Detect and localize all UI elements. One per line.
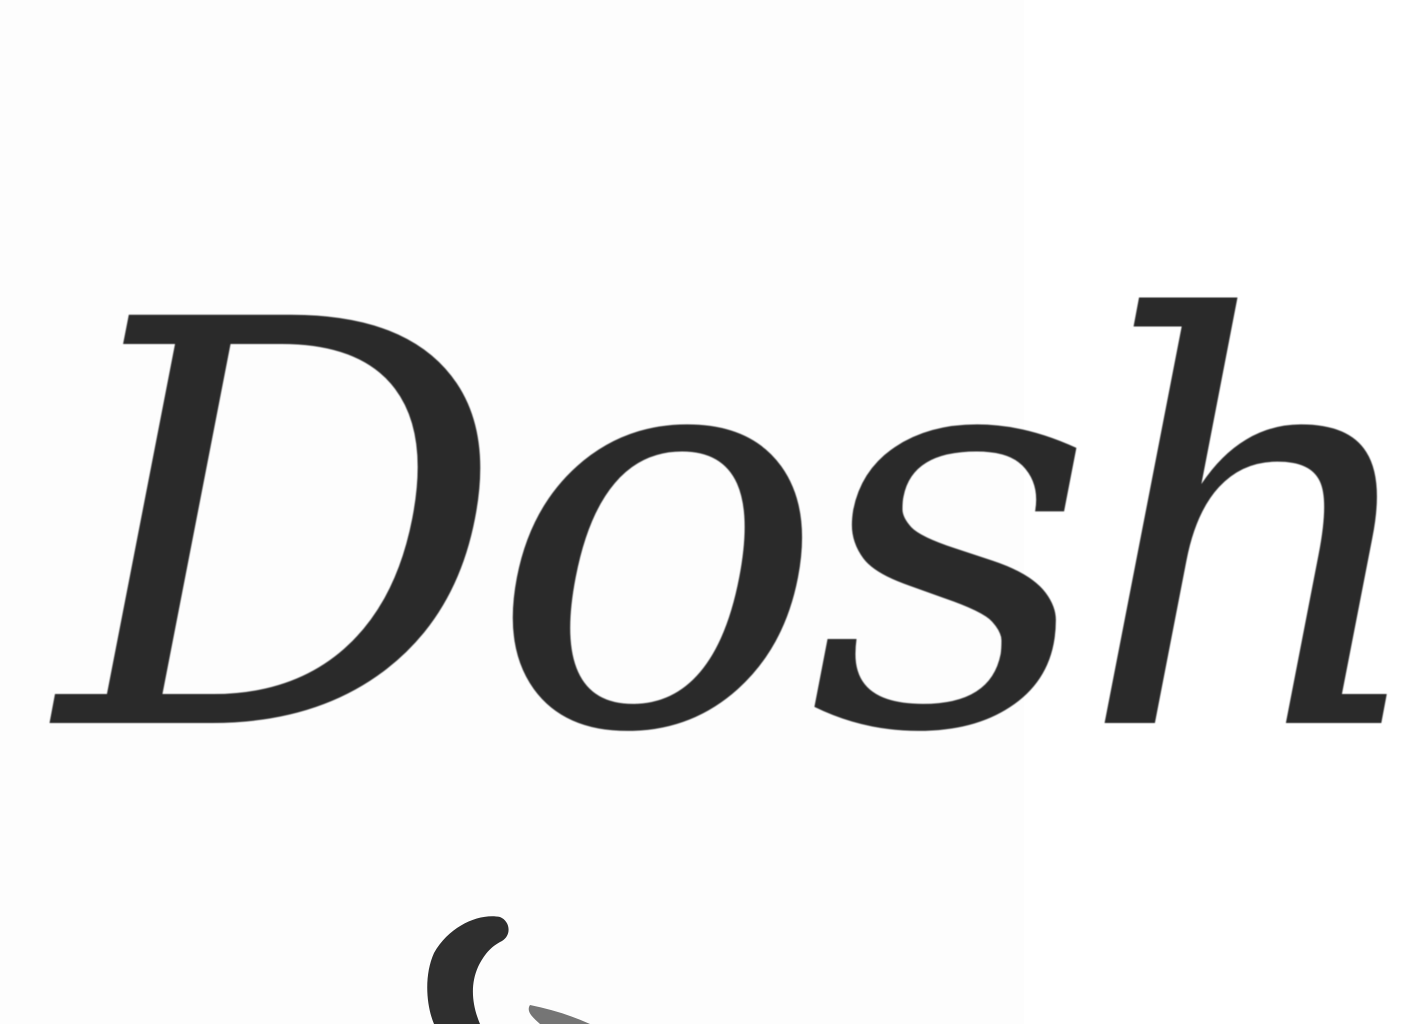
next-line-glyph-fragment [420,905,620,1024]
italic-headword: Dosh [58,204,1420,856]
cropped-glyph-icon [420,905,620,1024]
